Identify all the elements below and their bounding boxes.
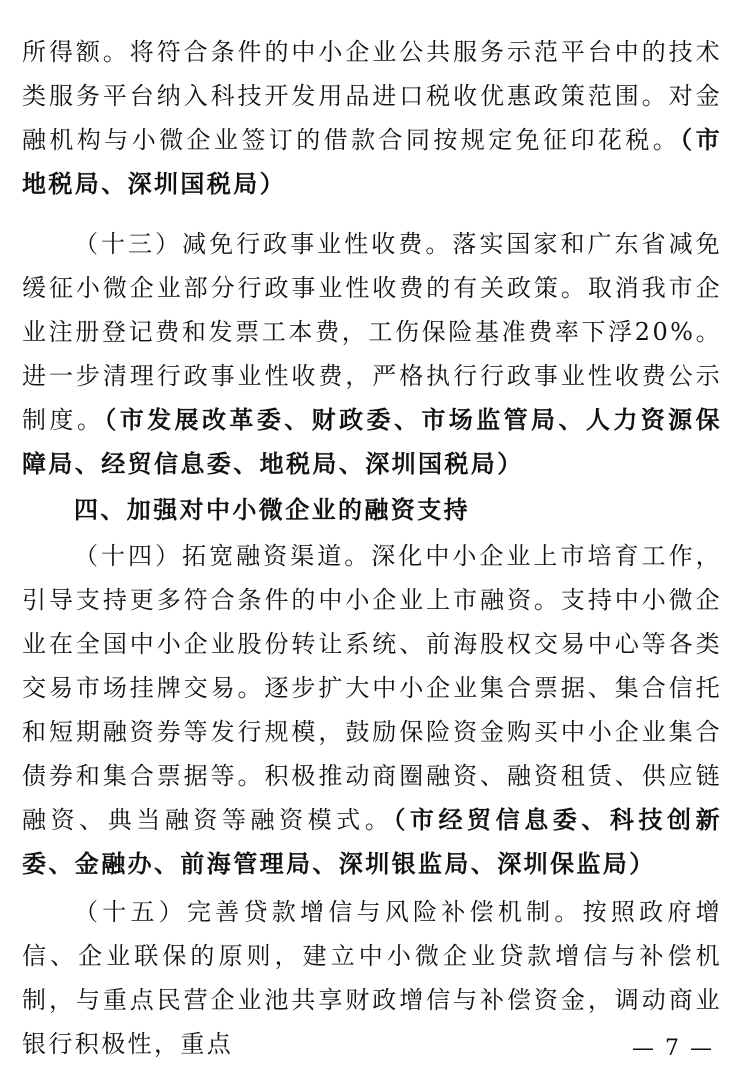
paragraph-body: （十五）完善贷款增信与风险补偿机制。按照政府增信、企业联保的原则，建立中小微企业贷款增信与补偿机制，与重点民营企业池共享财政增信与补偿资金，调动商业银行积极性，重点 bbox=[22, 898, 722, 1058]
page-number: — 7 — bbox=[632, 1036, 714, 1061]
responsible-agencies: （市经贸信息委、科技创新委、金融办、前海管理局、深圳银监局、深圳保监局） bbox=[22, 806, 722, 878]
section-heading: 四、加强对中小微企业的融资支持 bbox=[74, 496, 470, 524]
paragraph-item-13 bbox=[22, 222, 722, 486]
paragraph-body: （十三）减免行政事业性收费。落实国家和广东省减免缓征小微企业部分行政事业性收费的有关政策。取消我市企业注册登记费和发票工本费，工伤保险基准费率下浮20%。进一步清理行政事业性收费，严格执行行政事业性收费公示制度。 bbox=[22, 230, 722, 434]
paragraph-body: （十四）拓宽融资渠道。深化中小企业上市培育工作，引导支持更多符合条件的中小企业上市融资。支持中小微企业在全国中小企业股份转让系统、前海股权交易中心等各类交易市场挂牌交易。逐步扩大中小企业集合票据、集合信托和短期融资券等发行规模，鼓励保险资金购买中小企业集合债券和集合票据等。积极推动商圈融资、融资租赁、供应链融资、典当融资等融资模式。 bbox=[22, 542, 722, 834]
responsible-agencies: （市地税局、深圳国税局） bbox=[22, 126, 722, 198]
paragraph-item-15 bbox=[22, 890, 722, 1066]
paragraph-body: 所得额。将符合条件的中小企业公共服务示范平台中的技术类服务平台纳入科技开发用品进口税收优惠政策范围。对金融机构与小微企业签订的借款合同按规定免征印花税。 bbox=[22, 38, 722, 154]
paragraph-item-14 bbox=[22, 534, 722, 886]
responsible-agencies: （市发展改革委、财政委、市场监管局、人力资源保障局、经贸信息委、地税局、深圳国税局） bbox=[22, 406, 723, 478]
paragraph-tax-continuation bbox=[22, 30, 722, 206]
